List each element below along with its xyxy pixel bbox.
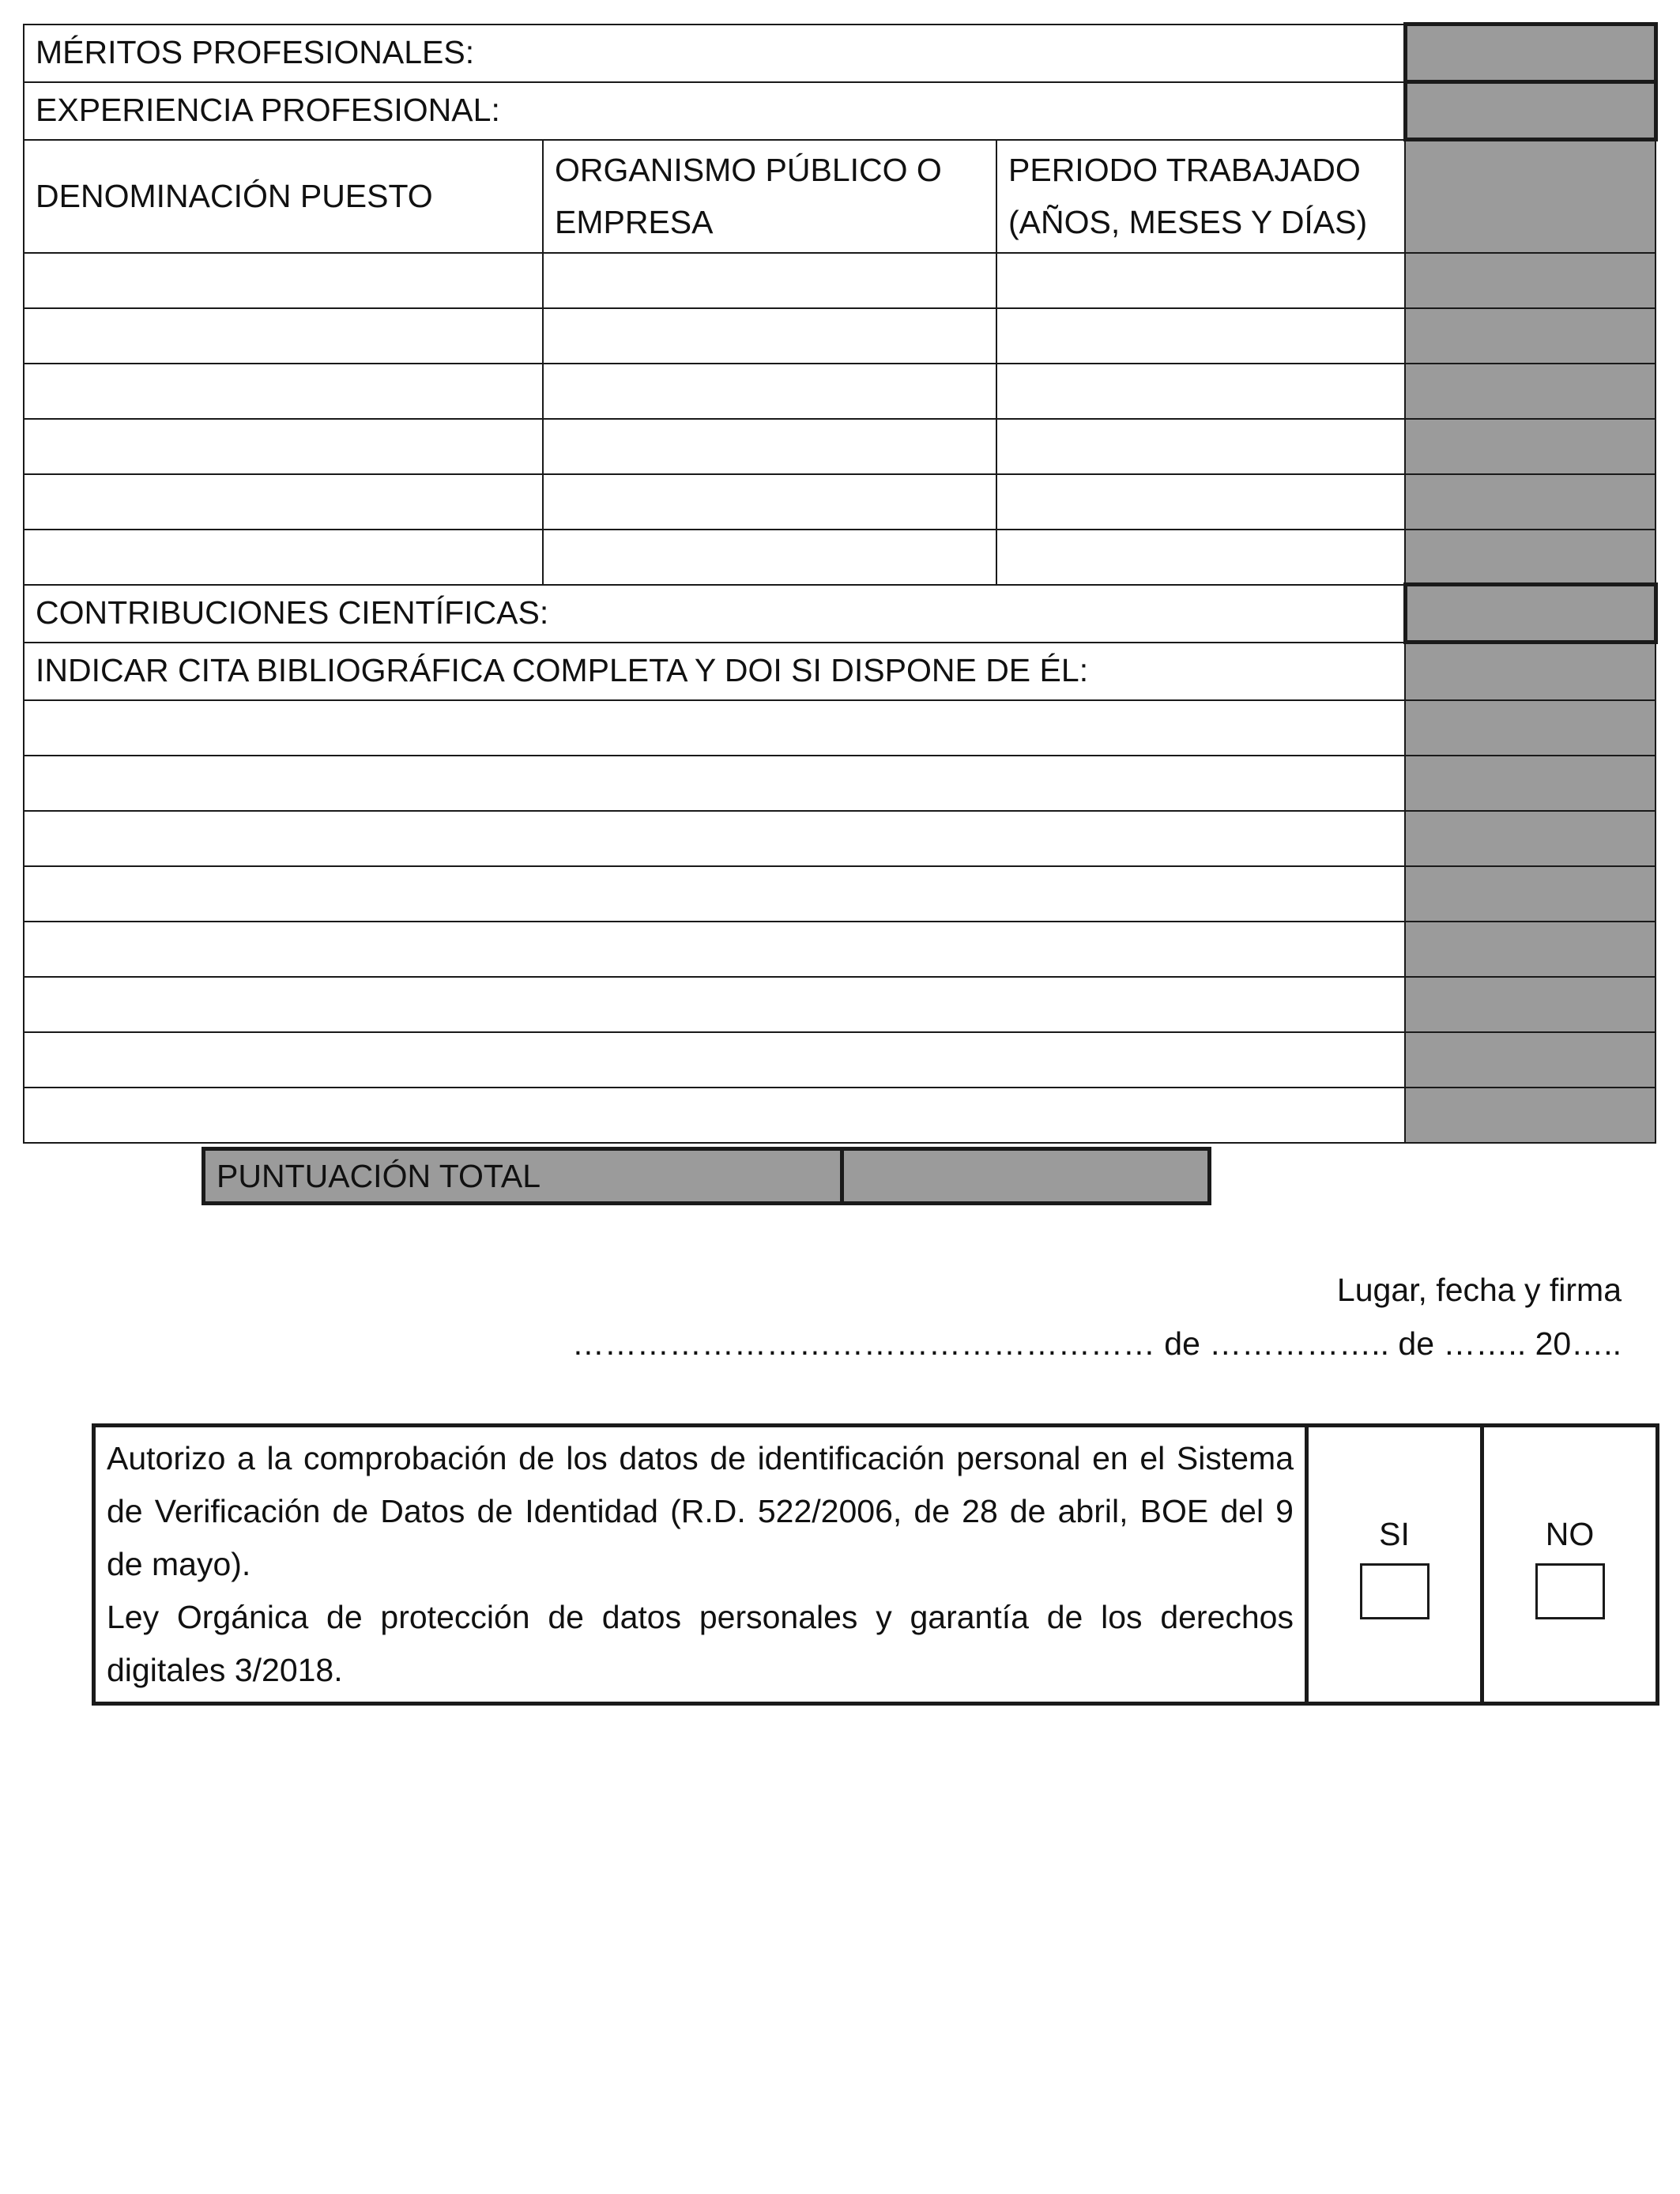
score-cell — [1405, 364, 1656, 419]
signature-block — [572, 1263, 1622, 1370]
periodo-field[interactable] — [996, 474, 1405, 530]
organismo-field[interactable] — [543, 308, 996, 364]
score-cell — [1405, 253, 1656, 308]
experiencia-header: EXPERIENCIA PROFESIONAL: — [24, 82, 1405, 140]
puesto-field[interactable] — [24, 419, 543, 474]
cita-field[interactable] — [24, 922, 1405, 977]
score-cell — [1405, 756, 1656, 811]
contribucion-row — [24, 977, 1656, 1032]
total-score-table — [202, 1147, 1211, 1205]
organismo-field[interactable] — [543, 364, 996, 419]
experiencia-row — [24, 474, 1656, 530]
puesto-field[interactable] — [24, 364, 543, 419]
contribucion-row — [24, 866, 1656, 922]
score-cell — [1405, 140, 1656, 253]
cita-field[interactable] — [24, 1032, 1405, 1088]
cita-field[interactable] — [24, 1088, 1405, 1143]
score-cell — [1405, 1088, 1656, 1143]
organismo-field[interactable] — [543, 419, 996, 474]
puesto-field[interactable] — [24, 530, 543, 585]
organismo-field[interactable] — [543, 474, 996, 530]
contribucion-row — [24, 811, 1656, 866]
periodo-field[interactable] — [996, 530, 1405, 585]
periodo-field[interactable] — [996, 253, 1405, 308]
total-score-value[interactable] — [842, 1149, 1210, 1204]
experiencia-score-cell[interactable] — [1405, 82, 1656, 140]
score-cell — [1405, 811, 1656, 866]
periodo-field[interactable] — [996, 308, 1405, 364]
column-header-puesto: DENOMINACIÓN PUESTO — [24, 140, 543, 253]
score-cell — [1405, 419, 1656, 474]
experiencia-row — [24, 419, 1656, 474]
score-cell — [1405, 308, 1656, 364]
consent-table — [92, 1423, 1659, 1706]
meritos-table — [23, 22, 1658, 1144]
consent-yes-label: SI — [1379, 1516, 1410, 1552]
experiencia-row — [24, 253, 1656, 308]
contribucion-row — [24, 756, 1656, 811]
consent-yes-cell — [1307, 1426, 1482, 1704]
score-cell — [1405, 866, 1656, 922]
score-cell — [1405, 474, 1656, 530]
date-line[interactable]: ……………………………………………… de …………….. de …….. 20….. — [571, 1325, 1622, 1362]
meritos-header: MÉRITOS PROFESIONALES: — [24, 25, 1405, 82]
contribucion-row — [24, 700, 1656, 756]
score-cell — [1405, 922, 1656, 977]
score-cell — [1405, 643, 1656, 700]
cita-field[interactable] — [24, 756, 1405, 811]
contribucion-row — [24, 1088, 1656, 1143]
cita-field[interactable] — [24, 977, 1405, 1032]
organismo-field[interactable] — [543, 530, 996, 585]
puesto-field[interactable] — [24, 308, 543, 364]
score-cell — [1405, 530, 1656, 585]
consent-law-paragraph: Ley Orgánica de protección de datos personales y garantía de los derechos digitales 3/2018. — [107, 1599, 1294, 1688]
puesto-field[interactable] — [24, 253, 543, 308]
signature-label: Lugar, fecha y firma — [1336, 1272, 1622, 1308]
periodo-field[interactable] — [996, 419, 1405, 474]
contribuciones-score-cell[interactable] — [1405, 585, 1656, 643]
contribuciones-instruction: INDICAR CITA BIBLIOGRÁFICA COMPLETA Y DOI SI DISPONE DE ÉL: — [24, 643, 1405, 700]
consent-no-label: NO — [1545, 1516, 1595, 1552]
contribuciones-header: CONTRIBUCIONES CIENTÍFICAS: — [24, 585, 1405, 643]
periodo-field[interactable] — [996, 364, 1405, 419]
experiencia-row — [24, 364, 1656, 419]
consent-yes-checkbox[interactable] — [1360, 1563, 1430, 1619]
consent-paragraph: Autorizo a la comprobación de los datos de identificación personal en el Sistema de Verificación de Datos de Identidad (R.D. 522/2006, de 28 de abril, BOE del 9 de mayo). — [107, 1440, 1294, 1582]
cita-field[interactable] — [24, 866, 1405, 922]
cita-field[interactable] — [24, 700, 1405, 756]
contribucion-row — [24, 1032, 1656, 1088]
organismo-field[interactable] — [543, 253, 996, 308]
puesto-field[interactable] — [24, 474, 543, 530]
experiencia-row — [24, 308, 1656, 364]
consent-no-checkbox[interactable] — [1535, 1563, 1605, 1619]
score-cell — [1405, 1032, 1656, 1088]
cita-field[interactable] — [24, 811, 1405, 866]
consent-no-cell — [1482, 1426, 1658, 1704]
column-header-organismo: ORGANISMO PÚBLICO O EMPRESA — [543, 140, 996, 253]
total-score-label: PUNTUACIÓN TOTAL — [204, 1149, 842, 1204]
experiencia-row — [24, 530, 1656, 585]
consent-text — [94, 1426, 1307, 1704]
column-header-periodo: PERIODO TRABAJADO (AÑOS, MESES Y DÍAS) — [996, 140, 1405, 253]
score-cell — [1405, 977, 1656, 1032]
score-cell — [1405, 700, 1656, 756]
contribucion-row — [24, 922, 1656, 977]
meritos-score-cell[interactable] — [1405, 25, 1656, 82]
